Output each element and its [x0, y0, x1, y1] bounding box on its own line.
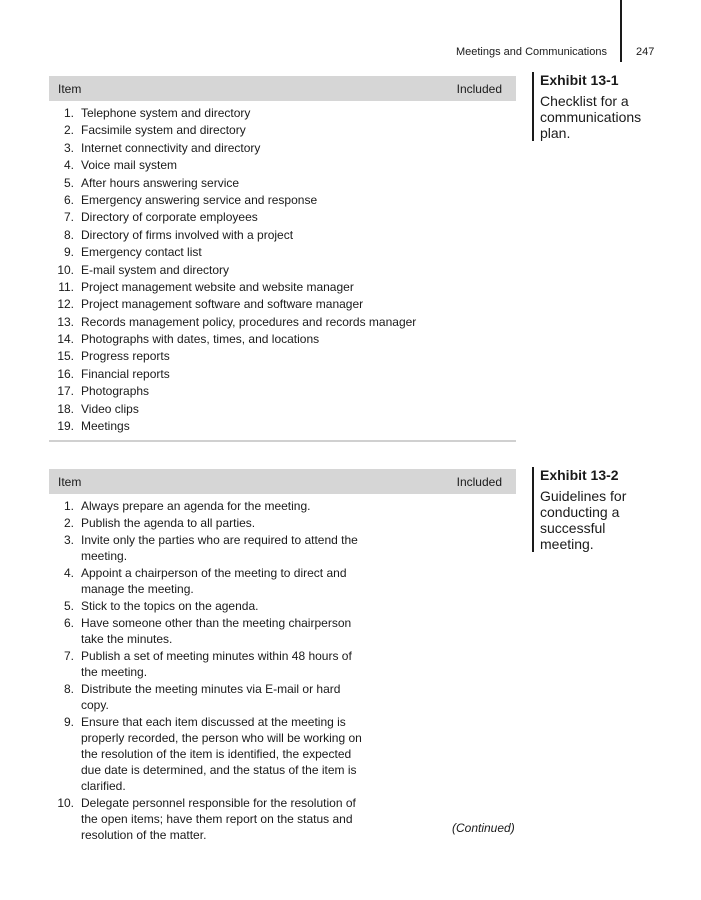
row-text: Internet connectivity and directory: [81, 140, 261, 155]
table-row: [49, 383, 516, 400]
table-row: [49, 714, 516, 794]
column-header-item: Item: [58, 82, 82, 96]
row-number: 4.: [63, 158, 74, 173]
row-number: 6.: [63, 192, 74, 207]
row-number: 18.: [57, 401, 74, 416]
row-text: Invite only the parties who are required to attend the meeting.: [81, 533, 358, 563]
table-row: [49, 331, 516, 348]
row-number: 16.: [57, 366, 74, 381]
continued-note: [452, 821, 515, 835]
table-row: [49, 598, 516, 614]
table-row: [49, 209, 516, 226]
table-header: [49, 76, 516, 101]
table-row: [49, 105, 516, 122]
table-row: [49, 122, 516, 139]
row-number: 7.: [63, 649, 74, 663]
row-text: Financial reports: [81, 366, 170, 381]
row-number: 15.: [57, 349, 74, 364]
table-row: [49, 348, 516, 365]
page-number: 247: [636, 46, 655, 58]
table-row: [49, 565, 516, 597]
exhibit-title: Exhibit 13-1: [540, 72, 619, 88]
table-row: [49, 366, 516, 383]
table-row: [49, 515, 516, 531]
row-text: Publish the agenda to all parties.: [81, 516, 256, 530]
row-text: Distribute the meeting minutes via E-mail or hard copy.: [81, 682, 341, 712]
section-title: Meetings and Communications: [455, 46, 607, 58]
table-row: [49, 418, 516, 435]
table-row: [49, 279, 516, 296]
row-text: E-mail system and directory: [81, 262, 230, 277]
exhibit-13-2-label: [532, 467, 655, 552]
column-header-included: Included: [456, 475, 502, 489]
table-row: [49, 296, 516, 313]
table-row: [49, 140, 516, 157]
exhibit-title: Exhibit 13-2: [540, 467, 619, 483]
table-bottom-rule: [49, 440, 516, 442]
row-text: Directory of firms involved with a project: [81, 227, 294, 242]
table-body: [49, 498, 516, 843]
row-text: Stick to the topics on the agenda.: [81, 599, 259, 613]
row-text: Voice mail system: [81, 158, 178, 173]
running-header: [0, 44, 701, 64]
row-number: 3.: [63, 533, 74, 547]
row-number: 17.: [57, 384, 74, 399]
row-text: Telephone system and directory: [81, 106, 251, 120]
row-text: Records management policy, procedures and records manager: [81, 314, 417, 329]
row-number: 9.: [63, 715, 74, 729]
row-number: 2.: [63, 516, 74, 530]
guidelines-table: [49, 469, 516, 844]
row-text: Ensure that each item discussed at the meeting is properly recorded, the person who will be working on the resolution of the item is identified, the expected due date is determined, and the status of the item is clarified.: [81, 715, 362, 793]
row-text: Emergency contact list: [81, 245, 202, 260]
row-number: 8.: [63, 682, 74, 696]
row-number: 1.: [63, 106, 74, 120]
column-header-item: Item: [58, 475, 82, 489]
table-row: [49, 262, 516, 279]
checklist-table: [49, 76, 516, 442]
row-text: Photographs with dates, times, and locations: [81, 332, 320, 347]
row-text: Project management website and website manager: [81, 279, 354, 294]
table-body: [49, 105, 516, 435]
row-text: Facsimile system and directory: [81, 123, 246, 138]
table-row: [49, 227, 516, 244]
row-number: 5.: [63, 599, 74, 613]
table-row: [49, 681, 516, 713]
table-row: [49, 401, 516, 418]
table-row: [49, 498, 516, 514]
row-number: 8.: [63, 227, 74, 242]
row-text: Meetings: [81, 419, 130, 434]
table-row: [49, 648, 516, 680]
exhibit-caption: Checklist for a communications plan.: [540, 93, 642, 141]
table-row: [49, 244, 516, 261]
table-row: [49, 314, 516, 331]
row-text: Always prepare an agenda for the meeting.: [81, 499, 311, 513]
header-rule: [620, 0, 622, 62]
row-number: 9.: [63, 245, 74, 260]
row-number: 1.: [63, 499, 74, 513]
row-number: 3.: [63, 140, 74, 155]
row-text: Directory of corporate employees: [81, 210, 258, 225]
table-row: [49, 175, 516, 192]
row-number: 6.: [63, 616, 74, 630]
table-row: [49, 532, 516, 564]
row-number: 14.: [57, 332, 74, 347]
row-number: 19.: [57, 419, 74, 434]
row-text: After hours answering service: [81, 175, 240, 190]
row-number: 4.: [63, 566, 74, 580]
row-text: Publish a set of meeting minutes within 48 hours of the meeting.: [81, 649, 352, 679]
row-text: Appoint a chairperson of the meeting to direct and manage the meeting.: [81, 566, 347, 596]
row-text: Emergency answering service and response: [81, 192, 318, 207]
row-number: 5.: [63, 175, 74, 190]
row-text: Progress reports: [81, 349, 170, 364]
table-header: [49, 469, 516, 494]
row-text: Photographs: [81, 384, 150, 399]
row-number: 12.: [57, 297, 74, 312]
continued-text: (Continued): [452, 821, 515, 835]
row-number: 10.: [57, 262, 74, 277]
row-text: Delegate personnel responsible for the resolution of the open items; have them report on the status and resolution of the matter.: [81, 796, 356, 842]
row-number: 10.: [57, 796, 74, 810]
row-number: 7.: [63, 210, 74, 225]
row-number: 13.: [57, 314, 74, 329]
table-row: [49, 192, 516, 209]
exhibit-13-1-label: [532, 72, 655, 141]
exhibit-caption: Guidelines for conducting a successful meeting.: [540, 488, 627, 552]
table-row: [49, 157, 516, 174]
table-row: [49, 615, 516, 647]
table-row: [49, 795, 516, 843]
row-text: Have someone other than the meeting chairperson take the minutes.: [81, 616, 352, 646]
row-text: Video clips: [81, 401, 139, 416]
row-text: Project management software and software manager: [81, 297, 364, 312]
row-number: 2.: [63, 123, 74, 138]
row-number: 11.: [58, 279, 74, 294]
column-header-included: Included: [456, 82, 502, 96]
